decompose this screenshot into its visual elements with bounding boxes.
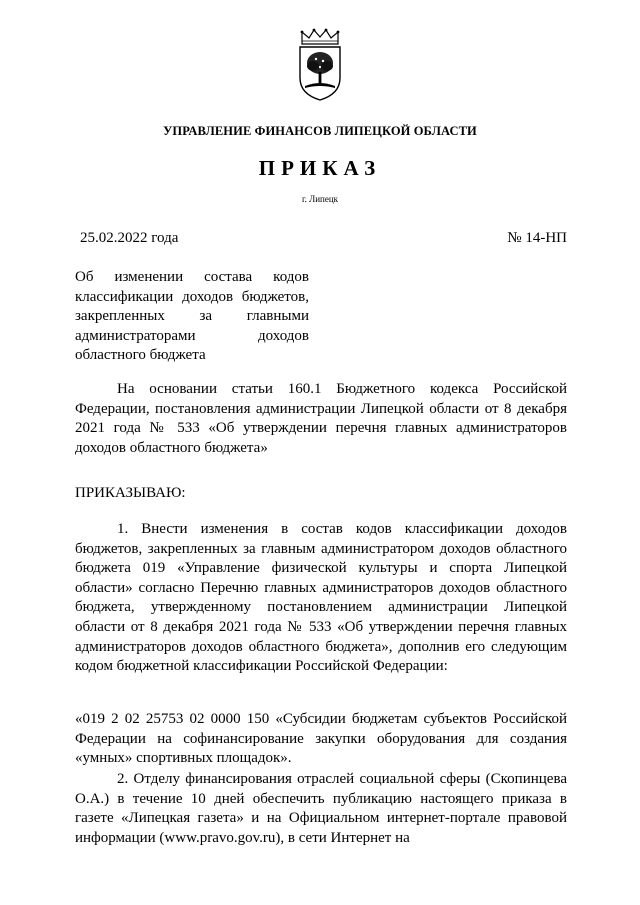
- order-word: ПРИКАЗЫВАЮ:: [75, 485, 186, 501]
- item-2-paragraph: 2. Отделу финансирования отраслей социальной сферы (Скопинцева О.А.) в течение 10 дней обеспечить публикацию настоящего приказа в газете «Липецкая газета» и на Официальном интернет-портале правовой информации (www.pravo.gov.ru), в сети Интернет на: [75, 771, 567, 846]
- document-type-title: ПРИКАЗ: [258, 156, 382, 180]
- item-1-paragraph: 1. Внести изменения в состав кодов классификации доходов бюджетов, закрепленных за главным администратором доходов областного бюджета 019 «Управление физической культуры и спорта Липецкой области» согласно Перечню главных администраторов доходов областного бюджета, утвержденному постановлением администрации Липецкой области от 8 декабря 2021 года № 533 «Об утверждении перечня главных администраторов доходов областного бюджета», дополнив его следующим кодом бюджетной классификации Российской Федерации:: [75, 521, 567, 675]
- basis-paragraph: На основании статьи 160.1 Бюджетного кодекса Российской Федерации, постановления администрации Липецкой области от 8 декабря 2021 года № 533 «Об утверждении перечня главных администраторов доходов областного бюджета»: [75, 381, 567, 456]
- organization-name: УПРАВЛЕНИЕ ФИНАНСОВ ЛИПЕЦКОЙ ОБЛАСТИ: [163, 124, 477, 138]
- document-date: 25.02.2022 года: [80, 230, 179, 246]
- budget-code-paragraph: «019 2 02 25753 02 0000 150 «Субсидии бюджетам субъектов Российской Федерации на софинансирование закупки оборудования для создания «умных» спортивных площадок».: [75, 711, 567, 767]
- document-subject: Об изменении состава кодов классификации доходов бюджетов, закрепленных за главными администраторами доходов областного бюджета: [75, 269, 309, 363]
- document-number: № 14-НП: [507, 230, 567, 246]
- city-label: г. Липецк: [301, 194, 339, 204]
- coat-of-arms-icon: [296, 28, 344, 102]
